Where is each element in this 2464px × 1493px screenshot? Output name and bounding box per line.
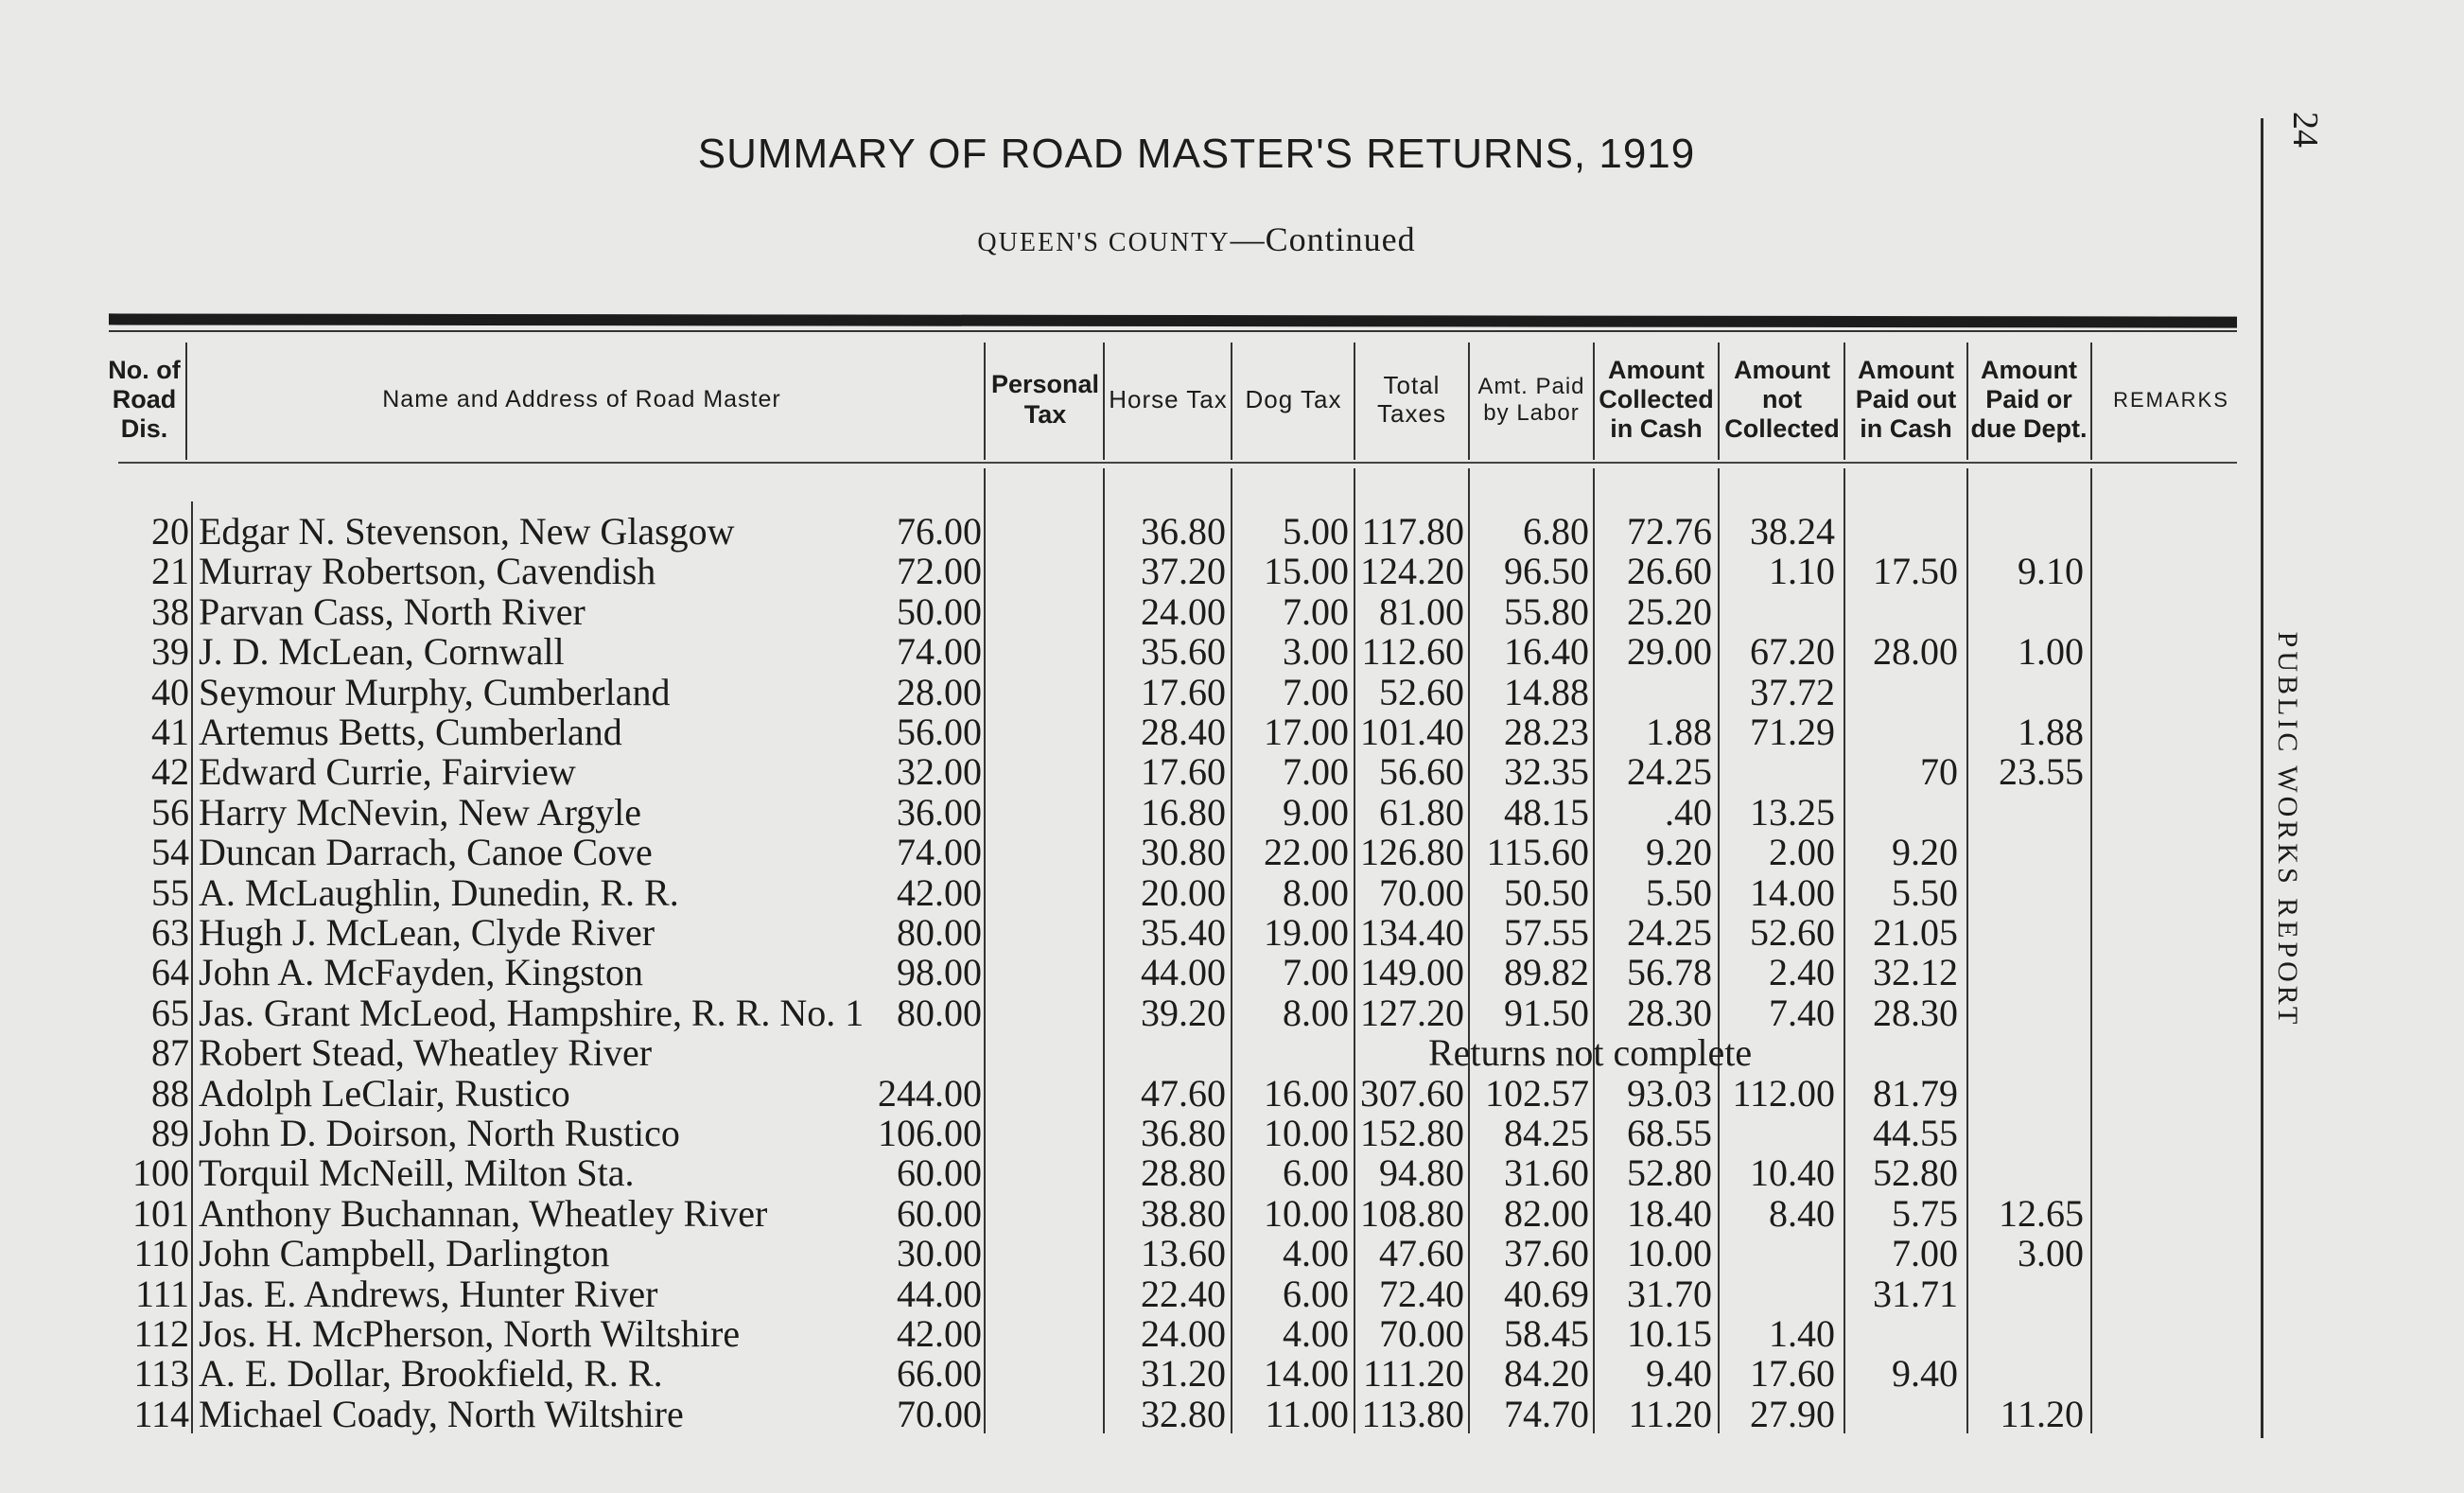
dog-tax-cell: 3.00: [1283, 630, 1349, 674]
dog-tax-cell: 7.00: [1283, 951, 1349, 994]
road-dis-cell: 101: [132, 1191, 189, 1235]
dog-tax-cell: 16.00: [1264, 1071, 1349, 1115]
header-rule: [1103, 343, 1105, 460]
paid-out-cell: 17.50: [1873, 550, 1958, 593]
total-taxes-cell: 117.80: [1361, 510, 1464, 553]
page-title: SUMMARY OF ROAD MASTER'S RETURNS, 1919: [697, 131, 1696, 177]
personal-tax-cell: 80.00: [897, 991, 982, 1034]
dog-tax-cell: 19.00: [1264, 911, 1349, 954]
not-collected-cell: 112.00: [1732, 1071, 1835, 1115]
total-taxes-cell: 70.00: [1379, 870, 1464, 914]
road-dis-cell: 112: [133, 1312, 189, 1355]
road-dis-cell: 63: [151, 911, 189, 954]
personal-tax-cell: 74.00: [897, 630, 982, 674]
road-master-name-cell: Edgar N. Stevenson, New Glasgow: [199, 510, 735, 553]
table-row: [0, 710, 2251, 753]
total-taxes-cell: 307.60: [1360, 1071, 1464, 1115]
road-master-name-cell: Harry McNevin, New Argyle: [199, 790, 642, 834]
due-dept-cell: 3.00: [2018, 1232, 2084, 1275]
horse-tax-cell: 47.60: [1141, 1071, 1226, 1115]
horse-tax-cell: 36.80: [1141, 1112, 1226, 1154]
labor-cell: 115.60: [1486, 831, 1589, 874]
paid-out-cell: 32.12: [1873, 951, 1958, 994]
road-dis-cell: 100: [132, 1151, 189, 1195]
table-row: [0, 1191, 2251, 1235]
personal-tax-cell: 60.00: [897, 1191, 982, 1235]
header-rule: [984, 343, 986, 460]
header-name: Name and Address of Road Master: [382, 386, 781, 413]
not-collected-cell: 8.40: [1769, 1191, 1835, 1235]
dog-tax-cell: 15.00: [1264, 550, 1349, 593]
road-dis-cell: 87: [151, 1031, 189, 1075]
not-collected-cell: 17.60: [1750, 1352, 1835, 1396]
column-header-rule: [118, 462, 2237, 464]
dog-tax-cell: 5.00: [1283, 510, 1349, 553]
horse-tax-cell: 22.40: [1141, 1272, 1226, 1315]
total-taxes-cell: 81.00: [1379, 589, 1464, 633]
running-head: PUBLIC WORKS REPORT: [2272, 631, 2303, 1028]
header-collected: Amount Collected in Cash: [1599, 355, 1714, 444]
personal-tax-cell: 76.00: [897, 510, 982, 553]
table-row: [0, 830, 2251, 874]
not-collected-cell: 52.60: [1750, 911, 1835, 954]
road-master-name-cell: Murray Robertson, Cavendish: [199, 550, 656, 593]
horse-tax-cell: 32.80: [1141, 1392, 1226, 1435]
collected-cell: 24.25: [1627, 750, 1712, 794]
not-collected-cell: 13.25: [1750, 790, 1835, 834]
due-dept-cell: 1.88: [2018, 711, 2084, 753]
labor-cell: 84.25: [1504, 1112, 1589, 1154]
horse-tax-cell: 30.80: [1141, 831, 1226, 874]
road-dis-cell: 110: [133, 1232, 189, 1275]
horse-tax-cell: 36.80: [1141, 510, 1226, 553]
due-dept-cell: 9.10: [2018, 550, 2084, 593]
paid-out-cell: 44.55: [1873, 1112, 1958, 1154]
collected-cell: 72.76: [1627, 510, 1712, 553]
table-row: [0, 1111, 2251, 1154]
collected-cell: 9.20: [1646, 831, 1712, 874]
road-dis-cell: 41: [151, 711, 189, 753]
horse-tax-cell: 17.60: [1141, 670, 1226, 713]
dog-tax-cell: 6.00: [1283, 1151, 1349, 1195]
table-row: [0, 870, 2251, 914]
labor-cell: 31.60: [1504, 1151, 1589, 1195]
road-master-name-cell: A. E. Dollar, Brookfield, R. R.: [199, 1352, 663, 1396]
road-dis-cell: 111: [134, 1272, 189, 1315]
total-taxes-cell: 101.40: [1360, 711, 1464, 753]
table-row: [0, 670, 2251, 713]
paid-out-cell: 81.79: [1873, 1071, 1958, 1115]
road-master-name-cell: John D. Doirson, North Rustico: [199, 1112, 680, 1154]
personal-tax-cell: 28.00: [897, 670, 982, 713]
labor-cell: 91.50: [1504, 991, 1589, 1034]
horse-tax-cell: 28.40: [1141, 711, 1226, 753]
horse-tax-cell: 35.40: [1141, 911, 1226, 954]
horse-tax-cell: 24.00: [1141, 589, 1226, 633]
road-dis-cell: 89: [151, 1112, 189, 1154]
table-row: [0, 950, 2251, 994]
header-rule: [1231, 343, 1232, 460]
labor-cell: 40.69: [1504, 1272, 1589, 1315]
personal-tax-cell: 106.00: [878, 1112, 982, 1154]
table-row: [0, 509, 2251, 553]
table-row: [0, 790, 2251, 834]
road-master-name-cell: Robert Stead, Wheatley River: [199, 1031, 653, 1075]
table-row: [0, 1272, 2251, 1315]
not-collected-cell: 14.00: [1750, 870, 1835, 914]
horse-tax-cell: 44.00: [1141, 951, 1226, 994]
labor-cell: 89.82: [1504, 951, 1589, 994]
total-taxes-cell: 94.80: [1379, 1151, 1464, 1195]
horse-tax-cell: 16.80: [1141, 790, 1226, 834]
not-collected-cell: 1.40: [1769, 1312, 1835, 1355]
collected-cell: 10.00: [1627, 1232, 1712, 1275]
row-note: Returns not complete: [1428, 1031, 1753, 1075]
road-master-name-cell: Seymour Murphy, Cumberland: [199, 670, 671, 713]
header-thick-rule: [109, 313, 2237, 327]
collected-cell: 29.00: [1627, 630, 1712, 674]
labor-cell: 16.40: [1504, 630, 1589, 674]
header-rule: [1468, 343, 1470, 460]
personal-tax-cell: 70.00: [897, 1392, 982, 1435]
labor-cell: 74.70: [1504, 1392, 1589, 1435]
due-dept-cell: 23.55: [1999, 750, 2084, 794]
dog-tax-cell: 17.00: [1264, 711, 1349, 753]
road-master-name-cell: Parvan Cass, North River: [199, 589, 585, 633]
page-number: 24: [2285, 112, 2325, 148]
not-collected-cell: 1.10: [1769, 550, 1835, 593]
road-master-name-cell: Jos. H. McPherson, North Wiltshire: [199, 1312, 741, 1355]
header-rule: [1844, 343, 1845, 460]
horse-tax-cell: 13.60: [1141, 1232, 1226, 1275]
horse-tax-cell: 39.20: [1141, 991, 1226, 1034]
total-taxes-cell: 152.80: [1360, 1112, 1464, 1154]
paid-out-cell: 52.80: [1873, 1151, 1958, 1195]
table-row: [0, 1231, 2251, 1275]
personal-tax-cell: 80.00: [897, 911, 982, 954]
total-taxes-cell: 126.80: [1360, 831, 1464, 874]
dog-tax-cell: 10.00: [1264, 1191, 1349, 1235]
road-dis-cell: 65: [151, 991, 189, 1034]
paid-out-cell: 70: [1920, 750, 1958, 794]
road-dis-cell: 20: [151, 510, 189, 553]
collected-cell: 10.15: [1627, 1312, 1712, 1355]
personal-tax-cell: 50.00: [897, 589, 982, 633]
table-row: [0, 589, 2251, 633]
table-row: [0, 1071, 2251, 1115]
table-row: [0, 991, 2251, 1034]
road-master-name-cell: Duncan Darrach, Canoe Cove: [199, 831, 653, 874]
labor-cell: 82.00: [1504, 1191, 1589, 1235]
personal-tax-cell: 66.00: [897, 1352, 982, 1396]
labor-cell: 57.55: [1504, 911, 1589, 954]
table-row: [0, 629, 2251, 674]
road-master-name-cell: A. McLaughlin, Dunedin, R. R.: [199, 870, 679, 914]
horse-tax-cell: 17.60: [1141, 750, 1226, 794]
header-dog-tax: Dog Tax: [1245, 384, 1342, 413]
road-dis-cell: 21: [151, 550, 189, 593]
road-dis-cell: 113: [133, 1352, 189, 1396]
collected-cell: 11.20: [1628, 1392, 1712, 1435]
road-dis-cell: 114: [133, 1392, 189, 1435]
total-taxes-cell: 113.80: [1361, 1392, 1464, 1435]
horse-tax-cell: 38.80: [1141, 1191, 1226, 1235]
table-row: [0, 1311, 2251, 1355]
personal-tax-cell: 36.00: [897, 790, 982, 834]
header-horse-tax: Horse Tax: [1109, 384, 1228, 413]
not-collected-cell: 37.72: [1750, 670, 1835, 713]
not-collected-cell: 71.29: [1750, 711, 1835, 753]
total-taxes-cell: 127.20: [1360, 991, 1464, 1034]
header-not-collected: Amount not Collected: [1724, 355, 1840, 444]
collected-cell: 24.25: [1627, 911, 1712, 954]
collected-cell: 26.60: [1627, 550, 1712, 593]
dog-tax-cell: 14.00: [1264, 1352, 1349, 1396]
not-collected-cell: 2.40: [1769, 951, 1835, 994]
horse-tax-cell: 24.00: [1141, 1312, 1226, 1355]
not-collected-cell: 27.90: [1750, 1392, 1835, 1435]
labor-cell: 48.15: [1504, 790, 1589, 834]
road-master-name-cell: Hugh J. McLean, Clyde River: [199, 911, 655, 954]
dog-tax-cell: 22.00: [1264, 831, 1349, 874]
labor-cell: 84.20: [1504, 1352, 1589, 1396]
table-row: [0, 1030, 2251, 1075]
header-road-dis: No. of Road Dis.: [108, 355, 181, 444]
total-taxes-cell: 124.20: [1360, 550, 1464, 593]
collected-cell: 93.03: [1627, 1071, 1712, 1115]
paid-out-cell: 31.71: [1873, 1272, 1958, 1315]
not-collected-cell: 38.24: [1750, 510, 1835, 553]
dog-tax-cell: 11.00: [1265, 1392, 1349, 1435]
total-taxes-cell: 111.20: [1362, 1352, 1464, 1396]
due-dept-cell: 1.00: [2018, 630, 2084, 674]
table-row: [0, 1150, 2251, 1195]
total-taxes-cell: 134.40: [1360, 911, 1464, 954]
due-dept-cell: 11.20: [2000, 1392, 2084, 1435]
road-master-name-cell: Michael Coady, North Wiltshire: [199, 1392, 684, 1435]
personal-tax-cell: 42.00: [897, 1312, 982, 1355]
labor-cell: 14.88: [1504, 670, 1589, 713]
collected-cell: 68.55: [1627, 1112, 1712, 1154]
collected-cell: 56.78: [1627, 951, 1712, 994]
road-master-name-cell: Torquil McNeill, Milton Sta.: [199, 1151, 635, 1195]
total-taxes-cell: 149.00: [1360, 951, 1464, 994]
road-master-name-cell: Jas. E. Andrews, Hunter River: [199, 1272, 658, 1315]
road-dis-cell: 40: [151, 670, 189, 713]
road-master-name-cell: Artemus Betts, Cumberland: [199, 711, 622, 753]
collected-cell: 31.70: [1627, 1272, 1712, 1315]
horse-tax-cell: 28.80: [1141, 1151, 1226, 1195]
horse-tax-cell: 31.20: [1141, 1352, 1226, 1396]
total-taxes-cell: 47.60: [1379, 1232, 1464, 1275]
personal-tax-cell: 30.00: [897, 1232, 982, 1275]
road-dis-cell: 56: [151, 790, 189, 834]
labor-cell: 50.50: [1504, 870, 1589, 914]
labor-cell: 58.45: [1504, 1312, 1589, 1355]
road-dis-cell: 54: [151, 831, 189, 874]
personal-tax-cell: 42.00: [897, 870, 982, 914]
header-remarks: REMARKS: [2113, 387, 2229, 412]
total-taxes-cell: 61.80: [1379, 790, 1464, 834]
due-dept-cell: 12.65: [1999, 1191, 2084, 1235]
subtitle-suffix: —Continued: [1230, 220, 1416, 258]
paid-out-cell: 7.00: [1892, 1232, 1958, 1275]
dog-tax-cell: 7.00: [1283, 750, 1349, 794]
road-master-name-cell: Jas. Grant McLeod, Hampshire, R. R. No. 1: [199, 991, 865, 1034]
total-taxes-cell: 108.80: [1360, 1191, 1464, 1235]
horse-tax-cell: 35.60: [1141, 630, 1226, 674]
labor-cell: 102.57: [1485, 1071, 1589, 1115]
road-master-name-cell: J. D. McLean, Cornwall: [199, 630, 565, 674]
dog-tax-cell: 6.00: [1283, 1272, 1349, 1315]
header-rule: [1966, 343, 1968, 460]
collected-cell: 28.30: [1627, 991, 1712, 1034]
paid-out-cell: 5.75: [1892, 1191, 1958, 1235]
road-master-name-cell: Adolph LeClair, Rustico: [199, 1071, 570, 1115]
road-master-name-cell: Anthony Buchannan, Wheatley River: [199, 1191, 768, 1235]
dog-tax-cell: 7.00: [1283, 670, 1349, 713]
total-taxes-cell: 70.00: [1379, 1312, 1464, 1355]
collected-cell: 1.88: [1646, 711, 1712, 753]
horse-tax-cell: 20.00: [1141, 870, 1226, 914]
header-labor: Amt. Paid by Labor: [1477, 373, 1585, 426]
dog-tax-cell: 10.00: [1264, 1112, 1349, 1154]
labor-cell: 37.60: [1504, 1232, 1589, 1275]
header-rule: [1718, 343, 1720, 460]
road-dis-cell: 39: [151, 630, 189, 674]
total-taxes-cell: 72.40: [1379, 1272, 1464, 1315]
header-rule: [1354, 343, 1355, 460]
header-due-dept: Amount Paid or due Dept.: [1970, 355, 2088, 444]
collected-cell: .40: [1665, 790, 1712, 834]
header-thin-rule: [109, 330, 2237, 332]
road-dis-cell: 64: [151, 951, 189, 994]
header-total-taxes: Total Taxes: [1377, 370, 1446, 428]
paid-out-cell: 28.00: [1873, 630, 1958, 674]
margin-rule: [2261, 118, 2263, 1438]
personal-tax-cell: 60.00: [897, 1151, 982, 1195]
labor-cell: 32.35: [1504, 750, 1589, 794]
dog-tax-cell: 4.00: [1283, 1312, 1349, 1355]
personal-tax-cell: 72.00: [897, 550, 982, 593]
not-collected-cell: 10.40: [1750, 1151, 1835, 1195]
paid-out-cell: 21.05: [1873, 911, 1958, 954]
not-collected-cell: 67.20: [1750, 630, 1835, 674]
personal-tax-cell: 32.00: [897, 750, 982, 794]
collected-cell: 5.50: [1646, 870, 1712, 914]
road-master-name-cell: Edward Currie, Fairview: [199, 750, 576, 794]
labor-cell: 96.50: [1504, 550, 1589, 593]
header-rule: [185, 343, 187, 460]
personal-tax-cell: 74.00: [897, 831, 982, 874]
total-taxes-cell: 52.60: [1379, 670, 1464, 713]
header-paid-out: Amount Paid out in Cash: [1855, 355, 1957, 444]
not-collected-cell: 7.40: [1769, 991, 1835, 1034]
road-master-name-cell: John Campbell, Darlington: [199, 1232, 610, 1275]
total-taxes-cell: 112.60: [1361, 630, 1464, 674]
dog-tax-cell: 8.00: [1283, 870, 1349, 914]
personal-tax-cell: 44.00: [897, 1272, 982, 1315]
personal-tax-cell: 244.00: [878, 1071, 982, 1115]
table-row: [0, 910, 2251, 954]
dog-tax-cell: 8.00: [1283, 991, 1349, 1034]
dog-tax-cell: 9.00: [1283, 790, 1349, 834]
county-name: QUEEN'S COUNTY: [977, 228, 1231, 257]
road-dis-cell: 55: [151, 870, 189, 914]
table-row: [0, 1392, 2251, 1435]
paid-out-cell: 28.30: [1873, 991, 1958, 1034]
paid-out-cell: 5.50: [1892, 870, 1958, 914]
not-collected-cell: 2.00: [1769, 831, 1835, 874]
collected-cell: 18.40: [1627, 1191, 1712, 1235]
labor-cell: 55.80: [1504, 589, 1589, 633]
dog-tax-cell: 4.00: [1283, 1232, 1349, 1275]
header-personal-tax: Personal Tax: [990, 370, 1100, 429]
labor-cell: 6.80: [1523, 510, 1589, 553]
page-subtitle: [0, 220, 2393, 259]
personal-tax-cell: 98.00: [897, 951, 982, 994]
horse-tax-cell: 37.20: [1141, 550, 1226, 593]
header-rule: [2090, 343, 2092, 460]
header-rule: [1593, 343, 1595, 460]
personal-tax-cell: 56.00: [897, 711, 982, 753]
collected-cell: 25.20: [1627, 589, 1712, 633]
road-master-name-cell: John A. McFayden, Kingston: [199, 951, 643, 994]
collected-cell: 9.40: [1646, 1352, 1712, 1396]
road-dis-cell: 88: [151, 1071, 189, 1115]
table-row: [0, 1351, 2251, 1396]
paid-out-cell: 9.40: [1892, 1352, 1958, 1396]
road-dis-cell: 42: [151, 750, 189, 794]
road-dis-cell: 38: [151, 589, 189, 633]
labor-cell: 28.23: [1504, 711, 1589, 753]
collected-cell: 52.80: [1627, 1151, 1712, 1195]
total-taxes-cell: 56.60: [1379, 750, 1464, 794]
table-row: [0, 549, 2251, 593]
paid-out-cell: 9.20: [1892, 831, 1958, 874]
table-row: [0, 749, 2251, 794]
dog-tax-cell: 7.00: [1283, 589, 1349, 633]
